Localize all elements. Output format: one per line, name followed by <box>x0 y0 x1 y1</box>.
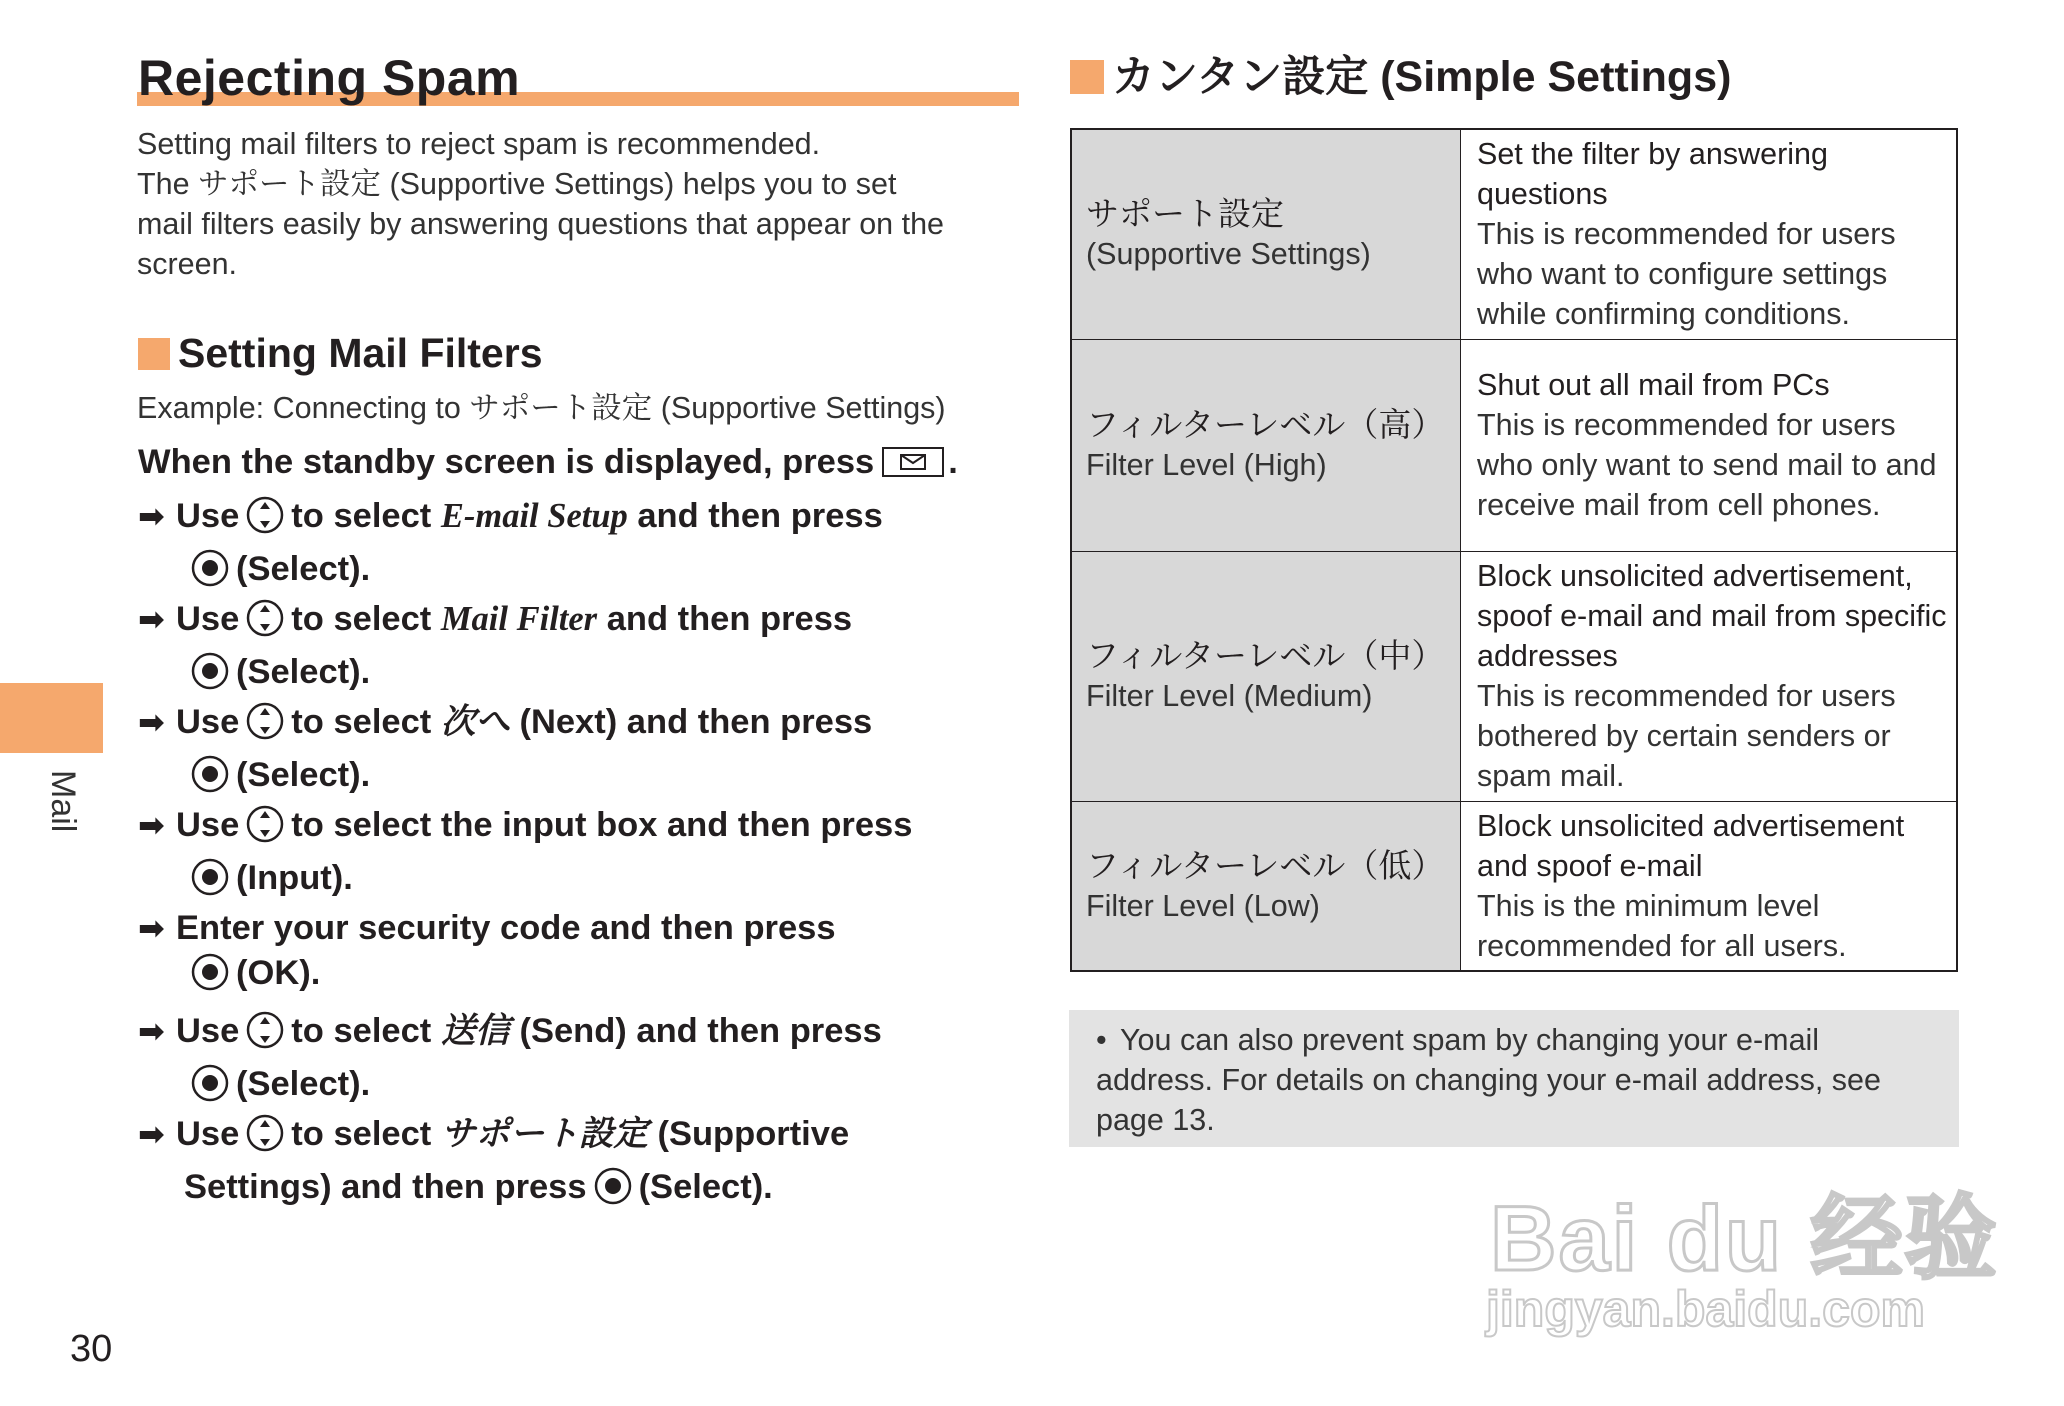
section-marker-icon <box>138 338 170 370</box>
intro-text <box>137 124 1027 284</box>
standby-instruction: When the standby screen is displayed, press . <box>138 443 958 481</box>
step-4: ➡ Use to select the input box and then press (Input). <box>138 803 1028 909</box>
setting-name-cell: フィルターレベル（低） Filter Level (Low) <box>1071 801 1461 971</box>
setting-name-cell: サポート設定 (Supportive Settings) <box>1071 129 1461 339</box>
arrow-icon: ➡ <box>138 1013 165 1049</box>
select-key-icon <box>190 754 230 806</box>
table-row <box>1071 129 1957 339</box>
step-1: ➡ Use to select E-mail Setup and then press (Select). <box>138 494 1028 600</box>
page-number: 30 <box>70 1328 113 1370</box>
bullet-icon: • <box>1096 1023 1107 1057</box>
nav-key-icon <box>245 804 285 856</box>
intro-line: mail filters easily by answering questions that appear on the <box>137 207 944 241</box>
nav-key-icon <box>245 701 285 753</box>
table-row <box>1071 551 1957 801</box>
setting-desc-cell: Set the filter by answering questions This is recommended for users who want to configure settings while confirming conditions. <box>1461 129 1958 339</box>
simple-settings-heading: カンタン設定 (Simple Settings) <box>1070 50 1731 104</box>
arrow-icon: ➡ <box>138 601 165 637</box>
watermark-logo: Bai du 经验 <box>1490 1188 1999 1290</box>
page-title: Rejecting Spam <box>138 50 521 106</box>
select-key-icon <box>190 952 230 1004</box>
mail-key-icon <box>882 447 944 477</box>
table-row <box>1071 339 1957 551</box>
setting-name-cell: フィルターレベル（中） Filter Level (Medium) <box>1071 551 1461 801</box>
step-3: ➡ Use to select 次へ (Next) and then press (Select). <box>138 700 1028 806</box>
chapter-tab <box>0 683 103 753</box>
setting-desc-cell: Shut out all mail from PCs This is recommended for users who only want to send mail to and receive mail from cell phones. <box>1461 339 1958 551</box>
arrow-icon: ➡ <box>138 498 165 534</box>
intro-line: The サポート設定 (Supportive Settings) helps you to set <box>137 167 897 201</box>
arrow-icon: ➡ <box>138 910 165 946</box>
step-7: ➡ Use to select サポート設定 (Supportive Settings) and then press (Select). <box>138 1112 1028 1218</box>
step-5: ➡ Enter your security code and then press (OK). <box>138 906 1028 1004</box>
nav-key-icon <box>245 1010 285 1062</box>
table-row <box>1071 801 1957 971</box>
select-key-icon <box>593 1166 633 1218</box>
step-6: ➡ Use to select 送信 (Send) and then press (Select). <box>138 1009 1028 1115</box>
chapter-label: Mail <box>44 770 82 833</box>
setting-name-cell: フィルターレベル（高） Filter Level (High) <box>1071 339 1461 551</box>
select-key-icon <box>190 857 230 909</box>
nav-key-icon <box>245 1113 285 1165</box>
select-key-icon <box>190 548 230 600</box>
nav-key-icon <box>245 495 285 547</box>
arrow-icon: ➡ <box>138 807 165 843</box>
step-2: ➡ Use to select Mail Filter and then press (Select). <box>138 597 1028 703</box>
select-key-icon <box>190 651 230 703</box>
nav-key-icon <box>245 598 285 650</box>
setting-desc-cell: Block unsolicited advertisement, spoof e-mail and mail from specific addresses This is recommended for users bothered by certain senders or spam mail. <box>1461 551 1958 801</box>
section-heading: Setting Mail Filters <box>138 330 543 376</box>
example-text: Example: Connecting to サポート設定 (Supportive Settings) <box>137 391 946 425</box>
setting-desc-cell: Block unsolicited advertisement and spoof e-mail This is the minimum level recommended for all users. <box>1461 801 1958 971</box>
note-text: • You can also prevent spam by changing your e-mail address. For details on changing your e-mail address, see page 13. <box>1096 1020 1936 1140</box>
section-marker-icon <box>1070 60 1104 94</box>
filter-settings-table <box>1070 128 1958 972</box>
select-key-icon <box>190 1063 230 1115</box>
arrow-icon: ➡ <box>138 704 165 740</box>
arrow-icon: ➡ <box>138 1116 165 1152</box>
intro-line: screen. <box>137 247 238 281</box>
intro-line: Setting mail filters to reject spam is recommended. <box>137 127 821 161</box>
watermark-url: jingyan.baidu.com <box>1486 1281 1925 1337</box>
